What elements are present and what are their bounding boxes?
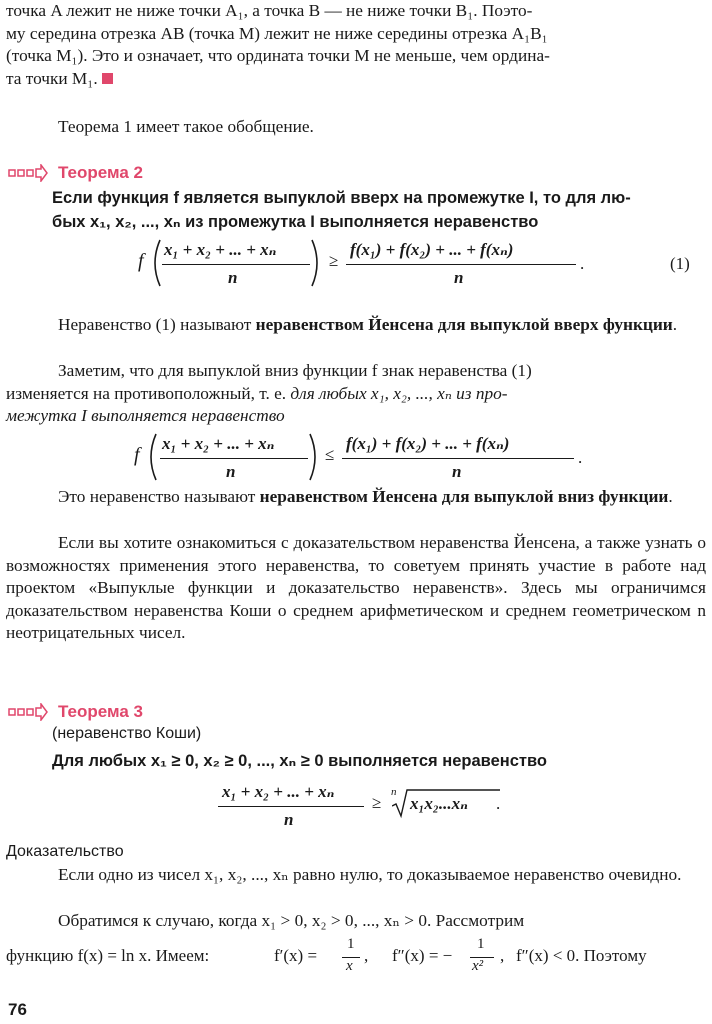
equation-number: (1) — [670, 254, 690, 273]
theorem-2-line-2: бых x₁, x₂, ..., xₙ из промежутка I выполняется неравенство — [52, 213, 539, 231]
intro-line-1: точка A лежит не ниже точки A₁, а точка B — не ниже точки B₁. Поэто- — [6, 1, 533, 20]
cauchy-denominator: n — [284, 810, 294, 829]
project-paragraph: Если вы хотите ознакомиться с доказательством неравенства Йенсена, а также узнать о возможностях применения этого неравенства, то советуем принять участие в работе над проектом «Выпуклые функции и доказательство неравенств». Здесь мы ограничимся доказательством неравенства Коши о среднем арифметическом и среднем геометрическом n неотрицательных чисел. — [6, 533, 706, 642]
derivative-1-num: 1 — [347, 936, 355, 952]
fraction-line — [346, 264, 576, 265]
formula-period: . — [578, 448, 583, 467]
derivative-tail: f″(x) < 0. Поэтому — [516, 946, 647, 965]
formula-period: . — [496, 794, 501, 813]
generalization-text: Теорема 1 имеет такое обобщение. — [58, 117, 314, 136]
intro-line-4-text: та точки M₁. — [6, 68, 98, 88]
fraction-line — [160, 458, 308, 459]
derivative-2-num: 1 — [477, 936, 485, 952]
theorem-arrow-icon — [8, 164, 48, 182]
relation-ge: ≥ — [372, 793, 382, 812]
jensen-down-bold: неравенством Йенсена для выпуклой вниз функции — [259, 487, 669, 506]
derivative-1-den: x — [346, 958, 353, 974]
theorem-3-subtitle: (неравенство Коши) — [52, 725, 202, 742]
theorem-2-statement — [52, 186, 702, 234]
num-right: f(x₁) + f(x₂) + ... + f(xₙ) — [350, 240, 514, 259]
cauchy-numerator: x₁ + x₂ + ... + xₙ — [222, 782, 335, 801]
theorem-2-title: Теорема 2 — [58, 163, 143, 182]
den-left: n — [228, 268, 238, 287]
intro-line-3: (точка M₁). Это и означает, что ордината точки M не меньше, чем ордина- — [6, 46, 550, 65]
num-right: f(x₁) + f(x₂) + ... + f(xₙ) — [346, 434, 510, 453]
proof-heading: Доказательство — [6, 843, 124, 860]
jensen-down-end: . — [668, 487, 673, 506]
jensen-up-end: . — [672, 315, 678, 334]
num-left: x₁ + x₂ + ... + xₙ — [162, 434, 275, 453]
theorem-3-title: Теорема 3 — [58, 702, 143, 721]
radicand: x₁x₂...xₙ — [410, 794, 468, 813]
note-line-2-italic: для любых x₁, x₂, ..., xₙ из про- — [290, 383, 508, 403]
derivative-2-den: x² — [472, 958, 484, 974]
num-left: x₁ + x₂ + ... + xₙ — [164, 240, 277, 259]
qed-square-icon — [102, 73, 113, 84]
den-left: n — [226, 462, 236, 481]
intro-paragraph — [6, 0, 706, 90]
theorem-arrow-icon — [8, 703, 48, 721]
left-paren-icon — [144, 432, 158, 482]
comma: , — [364, 946, 369, 965]
jensen-up-bold: неравенством Йенсена для выпуклой вверх функции — [255, 315, 673, 334]
jensen-down-plain: Это неравенство называют — [58, 487, 260, 506]
page-number: 76 — [8, 1000, 27, 1019]
proof-paragraph-2-line-1: Обратимся к случаю, когда x₁ > 0, x₂ > 0, ..., xₙ > 0. Рассмотрим — [58, 911, 525, 930]
derivative-2-lhs: f″(x) = − — [392, 946, 453, 965]
proof-paragraph-1: Если одно из чисел x₁, x₂, ..., xₙ равно нулю, то доказываемое неравенство очевидно. — [58, 865, 682, 884]
f-symbol: f — [138, 250, 144, 272]
relation-ge: ≥ — [329, 251, 339, 270]
comma: , — [500, 946, 505, 965]
note-line-3-italic: межутка I выполняется неравенство — [6, 406, 285, 425]
theorem-2-header — [8, 161, 143, 185]
derivative-1-lhs: f′(x) = — [274, 946, 318, 965]
relation-le: ≤ — [325, 445, 335, 464]
fraction-line — [162, 264, 310, 265]
note-line-2 — [6, 383, 706, 406]
note-line-2-plain: изменяется на противоположный, т. е. — [6, 383, 291, 403]
f-symbol: f — [134, 444, 140, 466]
fraction-line — [342, 458, 574, 459]
root-index: n — [391, 786, 397, 798]
theorem-3-statement: Для любых x₁ ≥ 0, x₂ ≥ 0, ..., xₙ ≥ 0 выполняется неравенство — [52, 752, 547, 770]
function-intro: функцию f(x) = ln x. Имеем: — [6, 946, 210, 965]
left-paren-icon — [148, 238, 162, 288]
intro-line-2: му середина отрезка AB (точка M) лежит не ниже середины отрезка A₁B₁ — [6, 23, 548, 43]
fraction-line — [218, 806, 364, 807]
den-right: n — [452, 462, 462, 481]
intro-line-4 — [6, 68, 706, 91]
note-paragraph — [6, 360, 706, 428]
jensen-down-paragraph — [6, 486, 706, 509]
den-right: n — [454, 268, 464, 287]
note-line-3 — [6, 405, 706, 428]
theorem-2-line-1: Если функция f является выпуклой вверх на промежутке I, то для лю- — [52, 189, 631, 207]
proof-line-derivatives — [6, 938, 706, 978]
jensen-up-paragraph — [6, 314, 706, 337]
right-paren-icon — [308, 432, 322, 482]
theorem-3-header — [8, 700, 143, 724]
formula-period: . — [580, 254, 585, 273]
right-paren-icon — [310, 238, 324, 288]
jensen-up-plain: Неравенство (1) называют — [58, 315, 256, 334]
note-line-1: Заметим, что для выпуклой вниз функции f знак неравенства (1) — [58, 361, 532, 380]
